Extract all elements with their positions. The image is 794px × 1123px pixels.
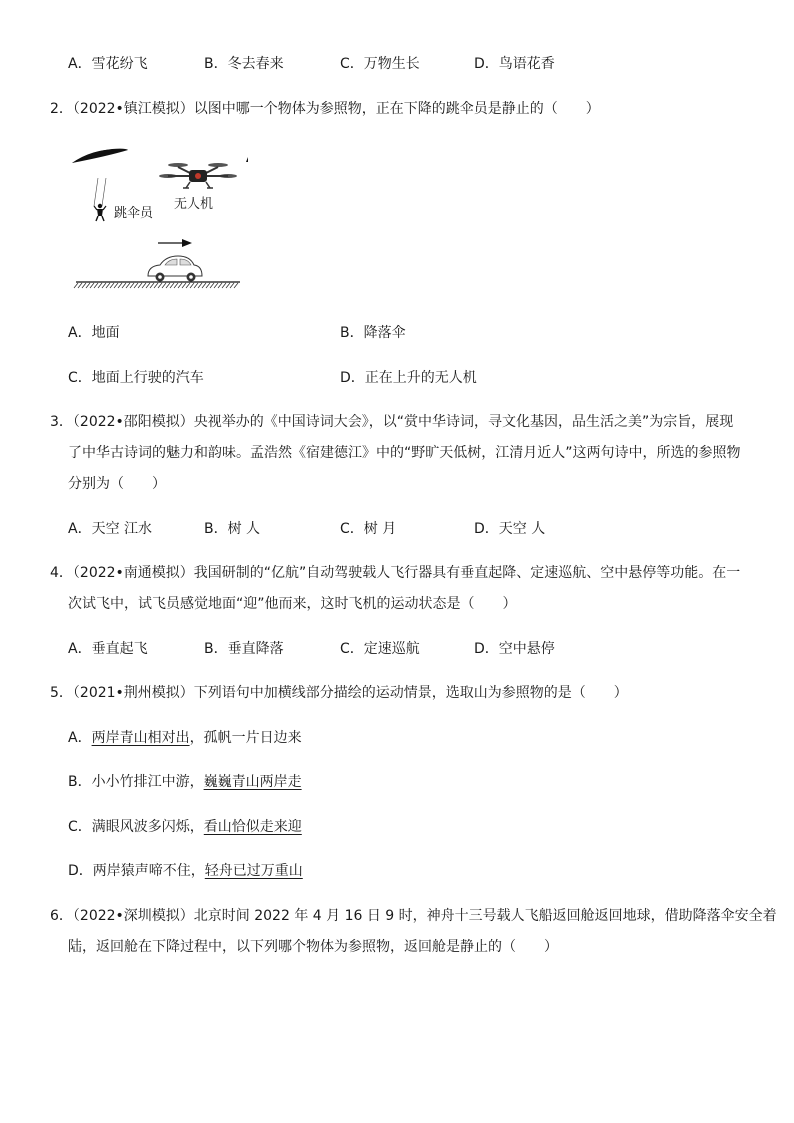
q5-option-d-underlined: 轻舟已过万重山 bbox=[204, 863, 303, 879]
ground-hatch bbox=[74, 282, 240, 288]
q5-option-a-underlined: 两岸青山相对出 bbox=[91, 730, 190, 746]
q6-stem-line-2: 陆，返回舱在下降过程中，以下列哪个物体为参照物，返回舱是静止的（ ） bbox=[68, 939, 558, 955]
right-arrow-icon bbox=[158, 239, 192, 247]
q2-option-c: C．地面上行驶的汽车 bbox=[68, 370, 204, 386]
car-icon bbox=[148, 256, 202, 282]
q3-option-c: C．树 月 bbox=[340, 521, 397, 537]
q5-option-d-prefix: D．两岸猿声啼不住， bbox=[68, 863, 205, 879]
drone-label: 无人机 bbox=[174, 197, 214, 212]
parachutist-label: 跳伞员 bbox=[114, 206, 154, 221]
q5-option-a-rest: ，孤帆一片日边来 bbox=[189, 730, 302, 746]
q1-option-c: C．万物生长 bbox=[340, 56, 420, 72]
q4-stem-line-1: 4．（2022•南通模拟）我国研制的“亿航”自动驾驶载人飞行器具有垂直起降、定速巡航、空中悬停等功能。在一 bbox=[50, 565, 741, 581]
q4-option-b: B．垂直降落 bbox=[204, 641, 284, 657]
q2-option-d: D．正在上升的无人机 bbox=[340, 370, 477, 386]
q1-option-d: D．鸟语花香 bbox=[474, 56, 555, 72]
q2-figure-drawing bbox=[68, 138, 248, 293]
q1-option-b: B．冬去春来 bbox=[204, 56, 284, 72]
q4-option-a: A．垂直起飞 bbox=[68, 641, 148, 657]
drone-icon bbox=[159, 163, 237, 188]
q5-option-d bbox=[68, 861, 303, 881]
q2-stem: 2．（2022•镇江模拟）以图中哪一个物体为参照物，正在下降的跳伞员是静止的（ ） bbox=[50, 101, 600, 117]
q4-option-d: D．空中悬停 bbox=[474, 641, 555, 657]
q3-option-b: B．树 人 bbox=[204, 521, 261, 537]
q5-option-a-prefix: A． bbox=[68, 730, 92, 746]
q2-option-b: B．降落伞 bbox=[340, 325, 406, 341]
q3-option-d: D．天空 人 bbox=[474, 521, 546, 537]
q5-option-a bbox=[68, 728, 302, 748]
q5-option-c-underlined: 看山恰似走来迎 bbox=[203, 819, 302, 835]
q5-option-b-underlined: 巍巍青山两岸走 bbox=[203, 774, 302, 790]
q2-figure bbox=[68, 138, 248, 293]
q6-stem-line-1: 6．（2022•深圳模拟）北京时间 2022 年 4 月 16 日 9 时，神舟十三号载人飞船返回舱返回地球，借助降落伞安全着 bbox=[50, 908, 777, 924]
q3-stem-line-2: 了中华古诗词的魅力和韵味。孟浩然《宿建德江》中的“野旷天低树，江清月近人”这两句诗中，所选的参照物 bbox=[68, 445, 741, 461]
q3-stem-line-3: 分别为（ ） bbox=[68, 476, 166, 492]
up-arrow-icon bbox=[246, 152, 248, 193]
q5-option-b bbox=[68, 772, 302, 792]
parachutist-icon bbox=[94, 178, 106, 221]
q5-option-b-prefix: B．小小竹排江中游， bbox=[68, 774, 204, 790]
q1-option-a: A．雪花纷飞 bbox=[68, 56, 148, 72]
q5-option-c bbox=[68, 817, 302, 837]
q4-stem-line-2: 次试飞中，试飞员感觉地面“迎”他而来，这时飞机的运动状态是（ ） bbox=[68, 596, 517, 612]
q2-option-a: A．地面 bbox=[68, 325, 120, 341]
q5-option-c-prefix: C．满眼风波多闪烁， bbox=[68, 819, 204, 835]
q4-option-c: C．定速巡航 bbox=[340, 641, 420, 657]
q3-stem-line-1: 3．（2022•邵阳模拟）央视举办的《中国诗词大会》，以“赏中华诗词，寻文化基因，品生活之美”为宗旨，展现 bbox=[50, 414, 734, 430]
q5-stem: 5．（2021•荆州模拟）下列语句中加横线部分描绘的运动情景，选取山为参照物的是（ ） bbox=[50, 685, 628, 701]
q3-option-a: A．天空 江水 bbox=[68, 521, 153, 537]
